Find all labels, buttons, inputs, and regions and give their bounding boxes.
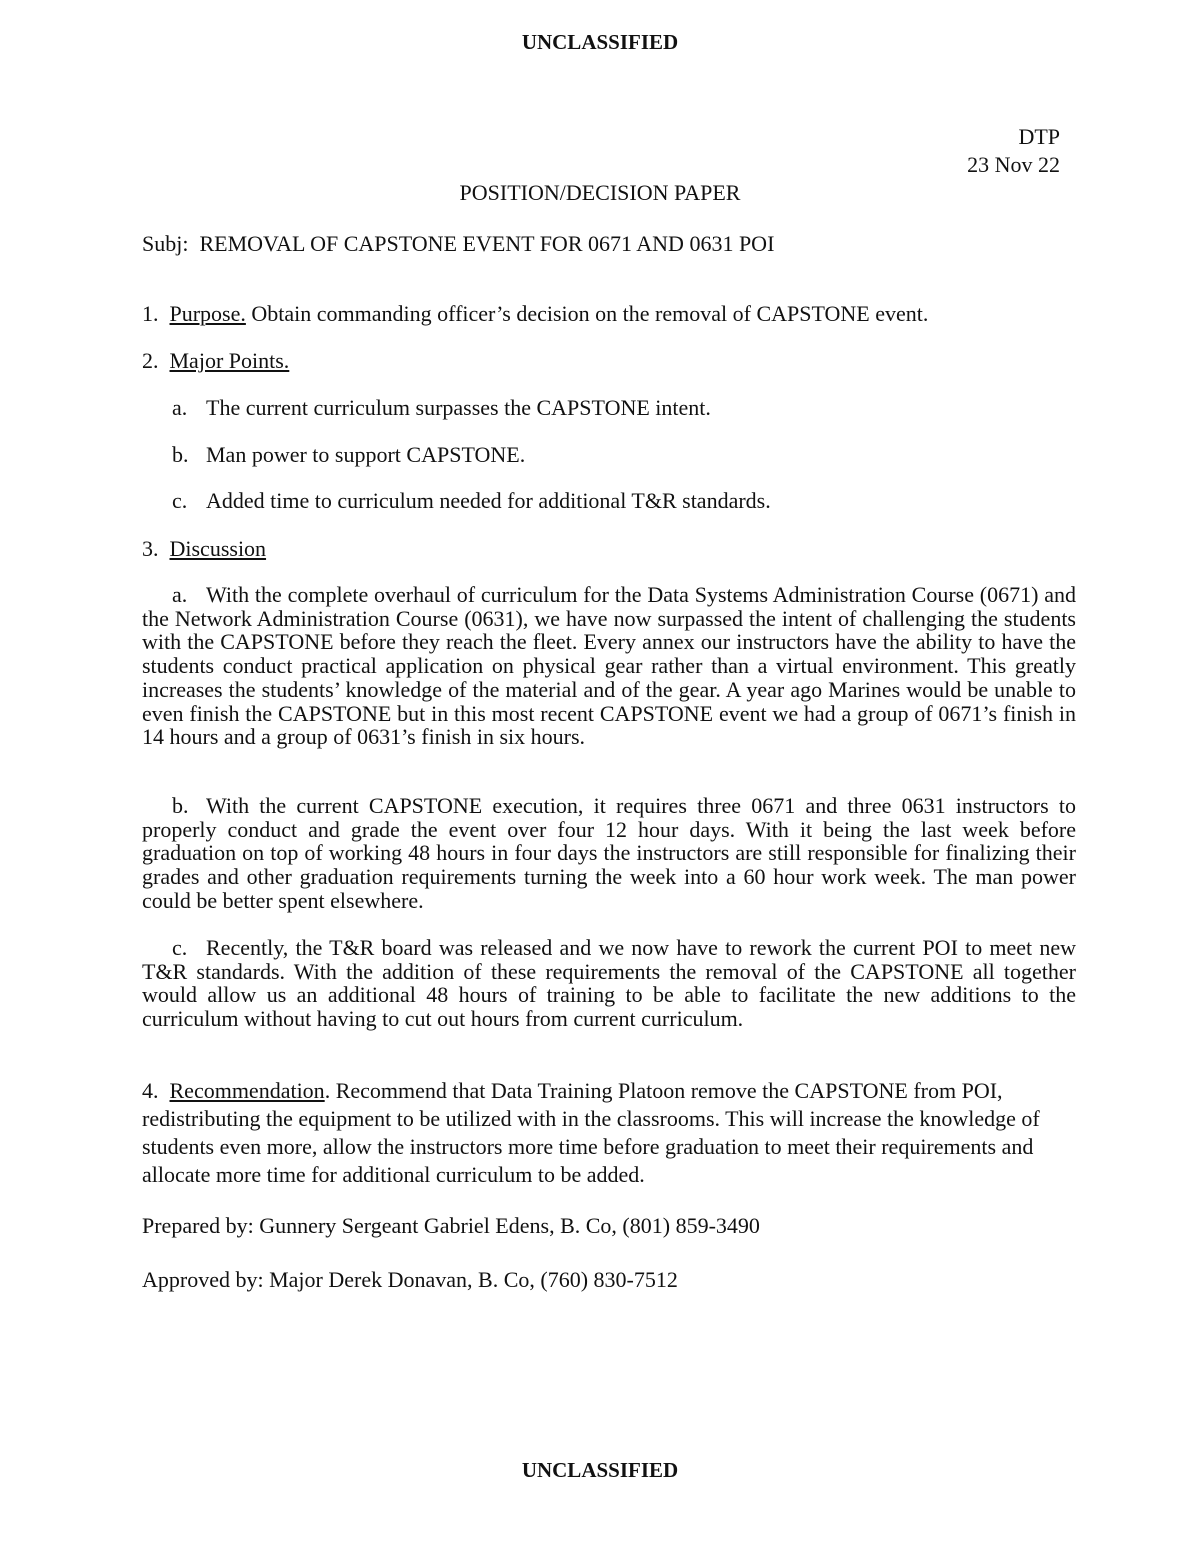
purpose-number: 1. bbox=[142, 301, 159, 326]
subject-line bbox=[142, 232, 774, 256]
major-point-letter: c. bbox=[172, 488, 188, 513]
discussion-paragraph bbox=[142, 583, 1076, 749]
memo-date: 23 Nov 22 bbox=[967, 152, 1060, 177]
purpose-section bbox=[142, 302, 928, 326]
major-point-letter: a. bbox=[172, 395, 188, 420]
purpose-text: Obtain commanding officer’s decision on the removal of CAPSTONE event. bbox=[251, 301, 929, 326]
discussion-paragraph bbox=[142, 936, 1076, 1031]
discussion-heading-line bbox=[142, 537, 266, 561]
paper-title: POSITION/DECISION PAPER bbox=[459, 180, 741, 205]
recommendation-number: 4. bbox=[142, 1078, 159, 1103]
office-code: DTP bbox=[1018, 124, 1060, 149]
prepared-by: Prepared by: Gunnery Sergeant Gabriel Edens, B. Co, (801) 859-3490 bbox=[142, 1213, 760, 1238]
memo-header bbox=[967, 125, 1060, 177]
recommendation-section bbox=[142, 1077, 1042, 1189]
major-point-item bbox=[172, 489, 771, 513]
subject-text: REMOVAL OF CAPSTONE EVENT FOR 0671 AND 0631 POI bbox=[199, 231, 775, 256]
discussion-heading: Discussion bbox=[169, 536, 267, 561]
discussion-text: Recently, the T&R board was released and we now have to rework the current POI to meet new T&R standards. With the addition of these requirements the removal of the CAPSTONE all together would allow us an additional 48 hours of training to be able to facilitate the new additions to the curriculum without having to cut out hours from current curriculum. bbox=[142, 935, 1076, 1032]
footer-classification: UNCLASSIFIED bbox=[521, 1458, 679, 1482]
discussion-text: With the complete overhaul of curriculum for the Data Systems Administration Course (0671) and the Network Administration Course (0631), we have now surpassed the intent of challenging the students with the CAPSTONE before they reach the fleet. Every annex our instructors have the ability to have the students conduct practical application on physical gear rather than a virtual environment. This greatly increases the students’ knowledge of the material and of the gear. A year ago Marines would be unable to even finish the CAPSTONE but in this most recent CAPSTONE event we had a group of 0671’s finish in 14 hours and a group of 0631’s finish in six hours. bbox=[142, 582, 1076, 750]
major-point-item bbox=[172, 443, 525, 467]
recommendation-text: . Recommend that Data Training Platoon remove the CAPSTONE from POI, redistributing the equipment to be utilized with in the classrooms. This will increase the knowledge of students even more, allow the instructors more time before graduation to meet their requirements and allocate more time for additional curriculum to be added. bbox=[142, 1078, 1040, 1187]
discussion-letter: b. bbox=[172, 793, 189, 818]
header-classification: UNCLASSIFIED bbox=[521, 30, 679, 54]
major-points-heading: Major Points. bbox=[169, 348, 290, 373]
major-points-number: 2. bbox=[142, 348, 159, 373]
discussion-letter: a. bbox=[172, 582, 188, 607]
major-points-heading-line bbox=[142, 349, 289, 373]
major-point-letter: b. bbox=[172, 442, 189, 467]
discussion-paragraph bbox=[142, 794, 1076, 913]
purpose-heading: Purpose. bbox=[169, 301, 246, 326]
discussion-letter: c. bbox=[172, 935, 188, 960]
major-point-item bbox=[172, 396, 711, 420]
discussion-text: With the current CAPSTONE execution, it requires three 0671 and three 0631 instructors to properly conduct and grade the event over four 12 hour days. With it being the last week before graduation on top of working 48 hours in four days the instructors are still responsible for finalizing their grades and other graduation requirements turning the week into a 60 hour work week. The man power could be better spent elsewhere. bbox=[142, 793, 1076, 913]
recommendation-heading: Recommendation bbox=[169, 1078, 325, 1103]
discussion-number: 3. bbox=[142, 536, 159, 561]
major-point-text: Added time to curriculum needed for additional T&R standards. bbox=[206, 488, 771, 513]
major-point-text: Man power to support CAPSTONE. bbox=[206, 442, 526, 467]
subject-label: Subj: bbox=[142, 231, 189, 256]
major-point-text: The current curriculum surpasses the CAPSTONE intent. bbox=[206, 395, 711, 420]
approved-by: Approved by: Major Derek Donavan, B. Co, (760) 830-7512 bbox=[142, 1267, 678, 1292]
